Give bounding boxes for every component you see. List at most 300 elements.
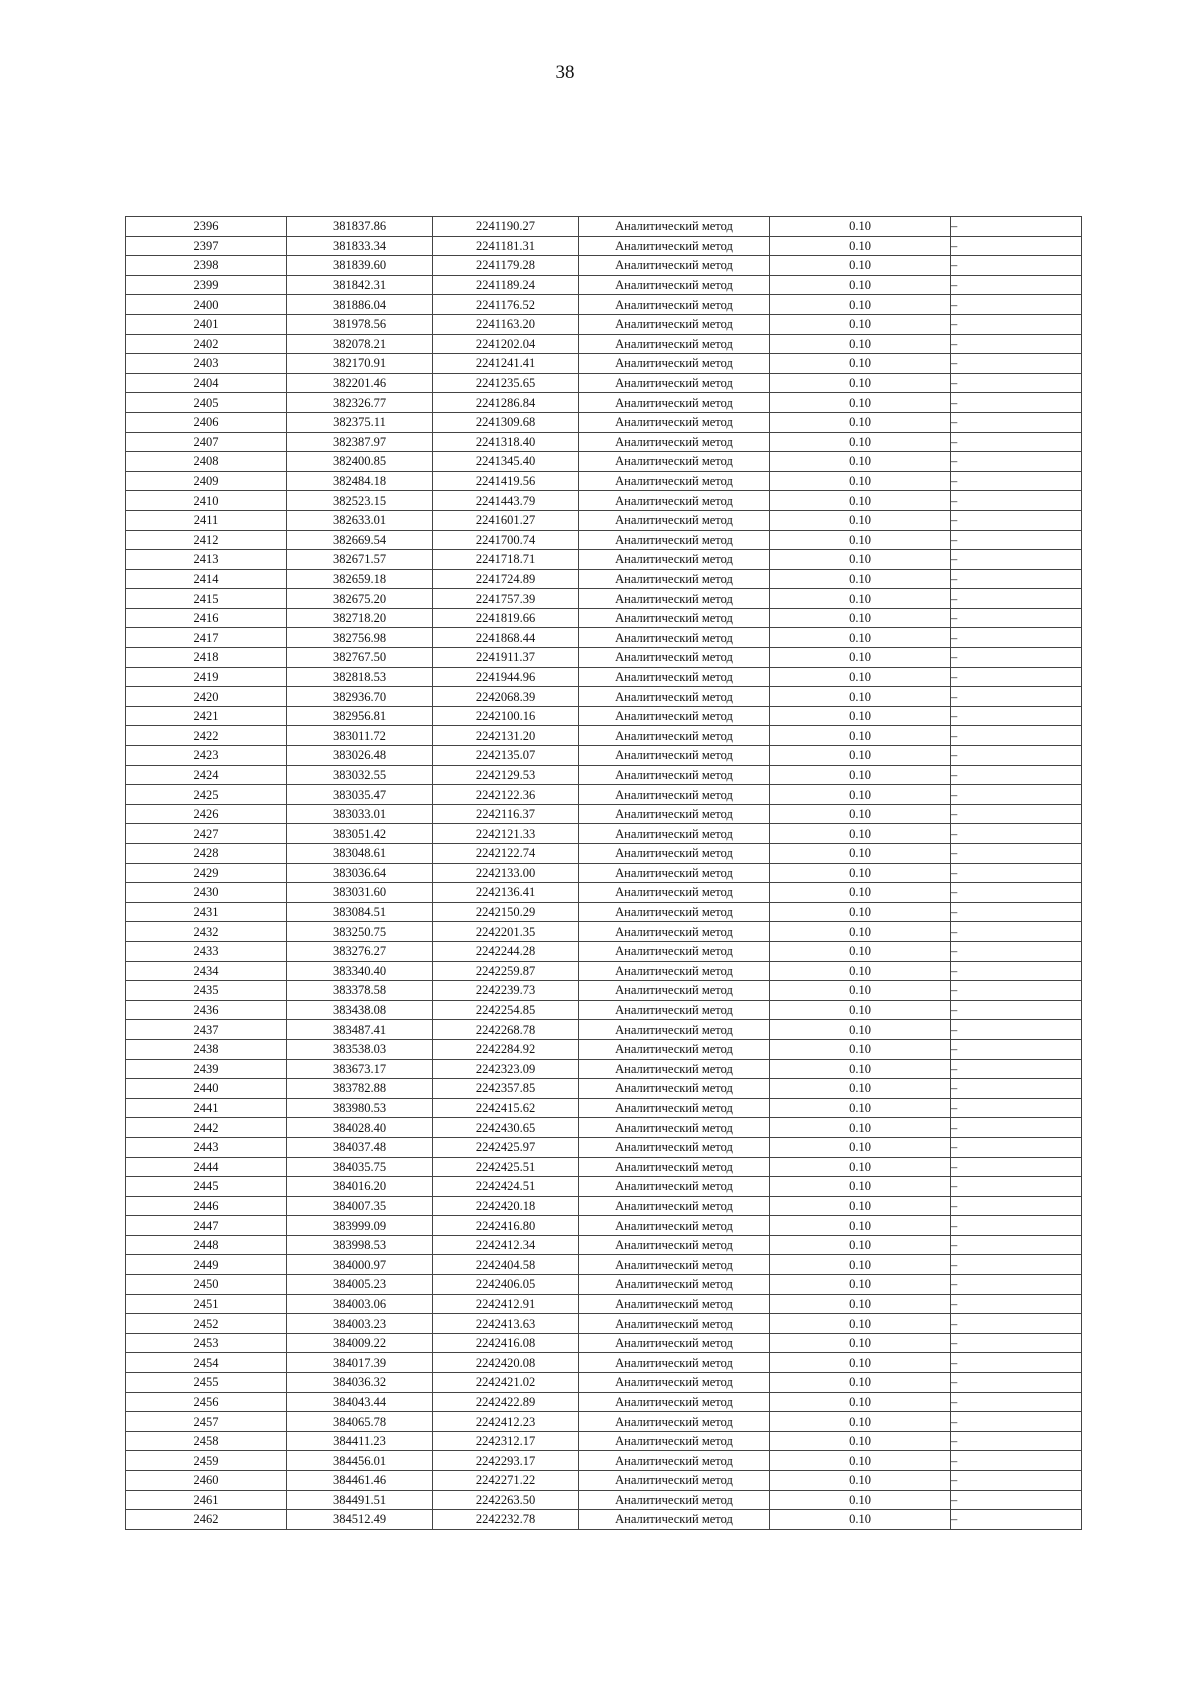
precision-cell: 0.10 <box>770 844 951 864</box>
note-cell: – <box>951 1353 1082 1373</box>
x-coordinate-cell: 384007.35 <box>287 1196 433 1216</box>
precision-cell: 0.10 <box>770 648 951 668</box>
point-number-cell: 2426 <box>126 804 287 824</box>
table-row <box>126 1431 1082 1451</box>
note-cell: – <box>951 530 1082 550</box>
point-number-cell: 2455 <box>126 1373 287 1393</box>
precision-cell: 0.10 <box>770 1392 951 1412</box>
method-cell: Аналитический метод <box>579 1314 770 1334</box>
table-row <box>126 1039 1082 1059</box>
x-coordinate-cell: 382956.81 <box>287 706 433 726</box>
note-cell: – <box>951 275 1082 295</box>
table-row <box>126 314 1082 334</box>
y-coordinate-cell: 2241601.27 <box>433 510 579 530</box>
table-row <box>126 1451 1082 1471</box>
x-coordinate-cell: 383026.48 <box>287 746 433 766</box>
method-cell: Аналитический метод <box>579 334 770 354</box>
table-row <box>126 804 1082 824</box>
table-row <box>126 1392 1082 1412</box>
point-number-cell: 2432 <box>126 922 287 942</box>
y-coordinate-cell: 2242323.09 <box>433 1059 579 1079</box>
method-cell: Аналитический метод <box>579 746 770 766</box>
note-cell: – <box>951 432 1082 452</box>
point-number-cell: 2406 <box>126 412 287 432</box>
x-coordinate-cell: 383250.75 <box>287 922 433 942</box>
precision-cell: 0.10 <box>770 628 951 648</box>
point-number-cell: 2402 <box>126 334 287 354</box>
method-cell: Аналитический метод <box>579 844 770 864</box>
table-row <box>126 1118 1082 1138</box>
y-coordinate-cell: 2242421.02 <box>433 1373 579 1393</box>
table-row <box>126 902 1082 922</box>
precision-cell: 0.10 <box>770 1412 951 1432</box>
y-coordinate-cell: 2242422.89 <box>433 1392 579 1412</box>
table-row <box>126 1255 1082 1275</box>
table-row <box>126 1294 1082 1314</box>
point-number-cell: 2437 <box>126 1020 287 1040</box>
x-coordinate-cell: 381833.34 <box>287 236 433 256</box>
method-cell: Аналитический метод <box>579 217 770 237</box>
table-row <box>126 589 1082 609</box>
x-coordinate-cell: 383033.01 <box>287 804 433 824</box>
note-cell: – <box>951 1255 1082 1275</box>
method-cell: Аналитический метод <box>579 726 770 746</box>
precision-cell: 0.10 <box>770 569 951 589</box>
precision-cell: 0.10 <box>770 981 951 1001</box>
table-row <box>126 1196 1082 1216</box>
precision-cell: 0.10 <box>770 314 951 334</box>
precision-cell: 0.10 <box>770 550 951 570</box>
note-cell: – <box>951 471 1082 491</box>
precision-cell: 0.10 <box>770 922 951 942</box>
x-coordinate-cell: 384000.97 <box>287 1255 433 1275</box>
precision-cell: 0.10 <box>770 1471 951 1491</box>
table-row <box>126 746 1082 766</box>
note-cell: – <box>951 1137 1082 1157</box>
y-coordinate-cell: 2242244.28 <box>433 941 579 961</box>
precision-cell: 0.10 <box>770 1373 951 1393</box>
table-row <box>126 1098 1082 1118</box>
method-cell: Аналитический метод <box>579 1059 770 1079</box>
point-number-cell: 2405 <box>126 393 287 413</box>
precision-cell: 0.10 <box>770 452 951 472</box>
point-number-cell: 2397 <box>126 236 287 256</box>
x-coordinate-cell: 382818.53 <box>287 667 433 687</box>
method-cell: Аналитический метод <box>579 687 770 707</box>
y-coordinate-cell: 2242271.22 <box>433 1471 579 1491</box>
y-coordinate-cell: 2242312.17 <box>433 1431 579 1451</box>
point-number-cell: 2445 <box>126 1177 287 1197</box>
method-cell: Аналитический метод <box>579 961 770 981</box>
precision-cell: 0.10 <box>770 863 951 883</box>
method-cell: Аналитический метод <box>579 1412 770 1432</box>
table-row <box>126 510 1082 530</box>
table-row <box>126 1490 1082 1510</box>
y-coordinate-cell: 2242135.07 <box>433 746 579 766</box>
note-cell: – <box>951 785 1082 805</box>
y-coordinate-cell: 2242122.74 <box>433 844 579 864</box>
x-coordinate-cell: 384003.06 <box>287 1294 433 1314</box>
precision-cell: 0.10 <box>770 217 951 237</box>
y-coordinate-cell: 2242420.08 <box>433 1353 579 1373</box>
precision-cell: 0.10 <box>770 354 951 374</box>
note-cell: – <box>951 1098 1082 1118</box>
method-cell: Аналитический метод <box>579 295 770 315</box>
x-coordinate-cell: 384035.75 <box>287 1157 433 1177</box>
note-cell: – <box>951 941 1082 961</box>
note-cell: – <box>951 902 1082 922</box>
note-cell: – <box>951 1000 1082 1020</box>
note-cell: – <box>951 981 1082 1001</box>
point-number-cell: 2460 <box>126 1471 287 1491</box>
precision-cell: 0.10 <box>770 608 951 628</box>
precision-cell: 0.10 <box>770 706 951 726</box>
precision-cell: 0.10 <box>770 883 951 903</box>
point-number-cell: 2396 <box>126 217 287 237</box>
precision-cell: 0.10 <box>770 1451 951 1471</box>
note-cell: – <box>951 824 1082 844</box>
point-number-cell: 2424 <box>126 765 287 785</box>
y-coordinate-cell: 2242416.08 <box>433 1333 579 1353</box>
table-row <box>126 334 1082 354</box>
x-coordinate-cell: 382718.20 <box>287 608 433 628</box>
y-coordinate-cell: 2241718.71 <box>433 550 579 570</box>
method-cell: Аналитический метод <box>579 432 770 452</box>
y-coordinate-cell: 2241944.96 <box>433 667 579 687</box>
x-coordinate-cell: 384017.39 <box>287 1353 433 1373</box>
precision-cell: 0.10 <box>770 432 951 452</box>
point-number-cell: 2434 <box>126 961 287 981</box>
point-number-cell: 2415 <box>126 589 287 609</box>
table-row <box>126 295 1082 315</box>
point-number-cell: 2427 <box>126 824 287 844</box>
note-cell: – <box>951 550 1082 570</box>
x-coordinate-cell: 384036.32 <box>287 1373 433 1393</box>
point-number-cell: 2454 <box>126 1353 287 1373</box>
table-row <box>126 393 1082 413</box>
x-coordinate-cell: 384009.22 <box>287 1333 433 1353</box>
note-cell: – <box>951 1235 1082 1255</box>
point-number-cell: 2444 <box>126 1157 287 1177</box>
method-cell: Аналитический метод <box>579 706 770 726</box>
precision-cell: 0.10 <box>770 1157 951 1177</box>
precision-cell: 0.10 <box>770 1079 951 1099</box>
x-coordinate-cell: 381842.31 <box>287 275 433 295</box>
y-coordinate-cell: 2242133.00 <box>433 863 579 883</box>
note-cell: – <box>951 687 1082 707</box>
x-coordinate-cell: 383031.60 <box>287 883 433 903</box>
x-coordinate-cell: 381837.86 <box>287 217 433 237</box>
y-coordinate-cell: 2241163.20 <box>433 314 579 334</box>
y-coordinate-cell: 2241724.89 <box>433 569 579 589</box>
table-row <box>126 550 1082 570</box>
y-coordinate-cell: 2242068.39 <box>433 687 579 707</box>
table-row <box>126 1020 1082 1040</box>
method-cell: Аналитический метод <box>579 1000 770 1020</box>
note-cell: – <box>951 804 1082 824</box>
y-coordinate-cell: 2241419.56 <box>433 471 579 491</box>
table-row <box>126 1216 1082 1236</box>
point-number-cell: 2408 <box>126 452 287 472</box>
precision-cell: 0.10 <box>770 765 951 785</box>
method-cell: Аналитический метод <box>579 256 770 276</box>
precision-cell: 0.10 <box>770 1353 951 1373</box>
note-cell: – <box>951 1490 1082 1510</box>
x-coordinate-cell: 383980.53 <box>287 1098 433 1118</box>
y-coordinate-cell: 2241202.04 <box>433 334 579 354</box>
method-cell: Аналитический метод <box>579 1431 770 1451</box>
point-number-cell: 2404 <box>126 373 287 393</box>
precision-cell: 0.10 <box>770 941 951 961</box>
x-coordinate-cell: 382523.15 <box>287 491 433 511</box>
note-cell: – <box>951 1118 1082 1138</box>
method-cell: Аналитический метод <box>579 1255 770 1275</box>
note-cell: – <box>951 961 1082 981</box>
table-row <box>126 1314 1082 1334</box>
point-number-cell: 2452 <box>126 1314 287 1334</box>
point-number-cell: 2462 <box>126 1510 287 1530</box>
precision-cell: 0.10 <box>770 1333 951 1353</box>
y-coordinate-cell: 2242357.85 <box>433 1079 579 1099</box>
x-coordinate-cell: 382675.20 <box>287 589 433 609</box>
method-cell: Аналитический метод <box>579 1157 770 1177</box>
table-row <box>126 530 1082 550</box>
point-number-cell: 2450 <box>126 1275 287 1295</box>
table-row <box>126 922 1082 942</box>
table-row <box>126 883 1082 903</box>
table-row <box>126 1471 1082 1491</box>
y-coordinate-cell: 2241190.27 <box>433 217 579 237</box>
point-number-cell: 2422 <box>126 726 287 746</box>
method-cell: Аналитический метод <box>579 314 770 334</box>
note-cell: – <box>951 922 1082 942</box>
table-row <box>126 275 1082 295</box>
point-number-cell: 2421 <box>126 706 287 726</box>
table-row <box>126 1059 1082 1079</box>
point-number-cell: 2401 <box>126 314 287 334</box>
y-coordinate-cell: 2241241.41 <box>433 354 579 374</box>
y-coordinate-cell: 2242425.97 <box>433 1137 579 1157</box>
precision-cell: 0.10 <box>770 1039 951 1059</box>
y-coordinate-cell: 2242122.36 <box>433 785 579 805</box>
x-coordinate-cell: 381978.56 <box>287 314 433 334</box>
point-number-cell: 2435 <box>126 981 287 1001</box>
table-row <box>126 667 1082 687</box>
method-cell: Аналитический метод <box>579 941 770 961</box>
y-coordinate-cell: 2241176.52 <box>433 295 579 315</box>
method-cell: Аналитический метод <box>579 1216 770 1236</box>
x-coordinate-cell: 382756.98 <box>287 628 433 648</box>
precision-cell: 0.10 <box>770 785 951 805</box>
point-number-cell: 2433 <box>126 941 287 961</box>
point-number-cell: 2411 <box>126 510 287 530</box>
note-cell: – <box>951 1451 1082 1471</box>
method-cell: Аналитический метод <box>579 1490 770 1510</box>
precision-cell: 0.10 <box>770 334 951 354</box>
point-number-cell: 2399 <box>126 275 287 295</box>
method-cell: Аналитический метод <box>579 491 770 511</box>
table-row <box>126 412 1082 432</box>
note-cell: – <box>951 295 1082 315</box>
x-coordinate-cell: 383999.09 <box>287 1216 433 1236</box>
x-coordinate-cell: 383438.08 <box>287 1000 433 1020</box>
method-cell: Аналитический метод <box>579 589 770 609</box>
table-body <box>126 217 1082 1530</box>
note-cell: – <box>951 726 1082 746</box>
note-cell: – <box>951 765 1082 785</box>
y-coordinate-cell: 2242406.05 <box>433 1275 579 1295</box>
page-number: 38 <box>555 62 575 83</box>
note-cell: – <box>951 1177 1082 1197</box>
method-cell: Аналитический метод <box>579 902 770 922</box>
y-coordinate-cell: 2241318.40 <box>433 432 579 452</box>
table-row <box>126 863 1082 883</box>
y-coordinate-cell: 2242268.78 <box>433 1020 579 1040</box>
x-coordinate-cell: 382170.91 <box>287 354 433 374</box>
x-coordinate-cell: 383673.17 <box>287 1059 433 1079</box>
method-cell: Аналитический метод <box>579 1079 770 1099</box>
precision-cell: 0.10 <box>770 1490 951 1510</box>
method-cell: Аналитический метод <box>579 883 770 903</box>
table-row <box>126 432 1082 452</box>
x-coordinate-cell: 383084.51 <box>287 902 433 922</box>
x-coordinate-cell: 383032.55 <box>287 765 433 785</box>
note-cell: – <box>951 1059 1082 1079</box>
x-coordinate-cell: 383276.27 <box>287 941 433 961</box>
y-coordinate-cell: 2242254.85 <box>433 1000 579 1020</box>
point-number-cell: 2431 <box>126 902 287 922</box>
precision-cell: 0.10 <box>770 393 951 413</box>
x-coordinate-cell: 383011.72 <box>287 726 433 746</box>
y-coordinate-cell: 2242232.78 <box>433 1510 579 1530</box>
method-cell: Аналитический метод <box>579 608 770 628</box>
note-cell: – <box>951 412 1082 432</box>
precision-cell: 0.10 <box>770 824 951 844</box>
x-coordinate-cell: 384411.23 <box>287 1431 433 1451</box>
method-cell: Аналитический метод <box>579 648 770 668</box>
y-coordinate-cell: 2241309.68 <box>433 412 579 432</box>
method-cell: Аналитический метод <box>579 275 770 295</box>
note-cell: – <box>951 844 1082 864</box>
precision-cell: 0.10 <box>770 1294 951 1314</box>
method-cell: Аналитический метод <box>579 569 770 589</box>
point-number-cell: 2425 <box>126 785 287 805</box>
precision-cell: 0.10 <box>770 667 951 687</box>
table-row <box>126 628 1082 648</box>
y-coordinate-cell: 2242404.58 <box>433 1255 579 1275</box>
table-row <box>126 1373 1082 1393</box>
y-coordinate-cell: 2241179.28 <box>433 256 579 276</box>
point-number-cell: 2439 <box>126 1059 287 1079</box>
precision-cell: 0.10 <box>770 491 951 511</box>
x-coordinate-cell: 382484.18 <box>287 471 433 491</box>
table-row <box>126 471 1082 491</box>
method-cell: Аналитический метод <box>579 628 770 648</box>
y-coordinate-cell: 2241345.40 <box>433 452 579 472</box>
x-coordinate-cell: 382326.77 <box>287 393 433 413</box>
y-coordinate-cell: 2242201.35 <box>433 922 579 942</box>
precision-cell: 0.10 <box>770 1196 951 1216</box>
method-cell: Аналитический метод <box>579 354 770 374</box>
x-coordinate-cell: 382400.85 <box>287 452 433 472</box>
x-coordinate-cell: 382078.21 <box>287 334 433 354</box>
method-cell: Аналитический метод <box>579 922 770 942</box>
x-coordinate-cell: 384065.78 <box>287 1412 433 1432</box>
precision-cell: 0.10 <box>770 1431 951 1451</box>
point-number-cell: 2423 <box>126 746 287 766</box>
precision-cell: 0.10 <box>770 746 951 766</box>
precision-cell: 0.10 <box>770 295 951 315</box>
table-row <box>126 706 1082 726</box>
point-number-cell: 2448 <box>126 1235 287 1255</box>
precision-cell: 0.10 <box>770 1059 951 1079</box>
table-row <box>126 1412 1082 1432</box>
x-coordinate-cell: 384461.46 <box>287 1471 433 1491</box>
y-coordinate-cell: 2241443.79 <box>433 491 579 511</box>
note-cell: – <box>951 1294 1082 1314</box>
note-cell: – <box>951 1510 1082 1530</box>
note-cell: – <box>951 256 1082 276</box>
precision-cell: 0.10 <box>770 1510 951 1530</box>
x-coordinate-cell: 383378.58 <box>287 981 433 1001</box>
precision-cell: 0.10 <box>770 589 951 609</box>
table-row <box>126 1000 1082 1020</box>
precision-cell: 0.10 <box>770 1000 951 1020</box>
method-cell: Аналитический метод <box>579 1098 770 1118</box>
y-coordinate-cell: 2242150.29 <box>433 902 579 922</box>
method-cell: Аналитический метод <box>579 785 770 805</box>
method-cell: Аналитический метод <box>579 1196 770 1216</box>
note-cell: – <box>951 510 1082 530</box>
note-cell: – <box>951 667 1082 687</box>
point-number-cell: 2457 <box>126 1412 287 1432</box>
point-number-cell: 2412 <box>126 530 287 550</box>
table-row <box>126 765 1082 785</box>
y-coordinate-cell: 2242136.41 <box>433 883 579 903</box>
table-row <box>126 687 1082 707</box>
y-coordinate-cell: 2242413.63 <box>433 1314 579 1334</box>
table-row <box>126 608 1082 628</box>
note-cell: – <box>951 393 1082 413</box>
y-coordinate-cell: 2242121.33 <box>433 824 579 844</box>
y-coordinate-cell: 2242116.37 <box>433 804 579 824</box>
table-row <box>126 452 1082 472</box>
x-coordinate-cell: 383051.42 <box>287 824 433 844</box>
point-number-cell: 2400 <box>126 295 287 315</box>
method-cell: Аналитический метод <box>579 804 770 824</box>
method-cell: Аналитический метод <box>579 1275 770 1295</box>
precision-cell: 0.10 <box>770 1255 951 1275</box>
method-cell: Аналитический метод <box>579 1039 770 1059</box>
precision-cell: 0.10 <box>770 236 951 256</box>
x-coordinate-cell: 383340.40 <box>287 961 433 981</box>
method-cell: Аналитический метод <box>579 981 770 1001</box>
y-coordinate-cell: 2242420.18 <box>433 1196 579 1216</box>
method-cell: Аналитический метод <box>579 765 770 785</box>
point-number-cell: 2451 <box>126 1294 287 1314</box>
y-coordinate-cell: 2242129.53 <box>433 765 579 785</box>
point-number-cell: 2409 <box>126 471 287 491</box>
precision-cell: 0.10 <box>770 471 951 491</box>
point-number-cell: 2428 <box>126 844 287 864</box>
point-number-cell: 2458 <box>126 1431 287 1451</box>
note-cell: – <box>951 1431 1082 1451</box>
method-cell: Аналитический метод <box>579 452 770 472</box>
note-cell: – <box>951 452 1082 472</box>
y-coordinate-cell: 2242424.51 <box>433 1177 579 1197</box>
precision-cell: 0.10 <box>770 373 951 393</box>
method-cell: Аналитический метод <box>579 1177 770 1197</box>
